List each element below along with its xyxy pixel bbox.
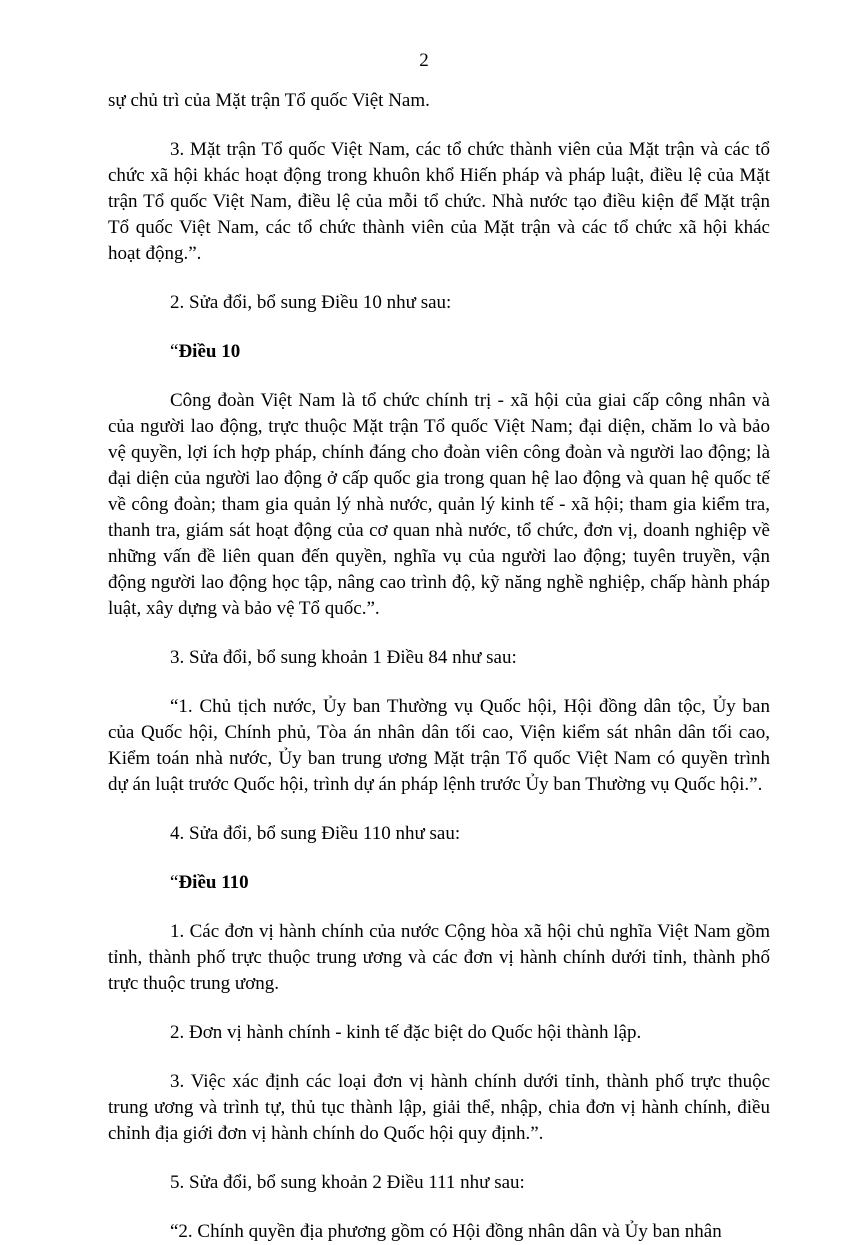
paragraph: 2. Đơn vị hành chính - kinh tế đặc biệt do Quốc hội thành lập. <box>170 1022 642 1043</box>
article-title: Điều 10 <box>178 341 241 362</box>
paragraph: “2. Chính quyền địa phương gồm có Hội đồng nhân dân và Ủy ban nhân <box>170 1221 722 1242</box>
amendment-instruction: 3. Sửa đổi, bổ sung khoản 1 Điều 84 như sau: <box>170 647 517 668</box>
opening-quote: “ <box>170 872 179 893</box>
paragraph: Công đoàn Việt Nam là tổ chức chính trị - xã hội của giai cấp công nhân và của người lao động, trực thuộc Mặt trận Tổ quốc Việt Nam; đại diện, chăm lo và bảo vệ quyền, lợi ích hợp pháp, chính đáng cho đoàn viên công đoàn và người lao động; là đại diện của người lao động ở cấp quốc gia trong quan hệ lao động và quan hệ quốc tế về công đoàn; tham gia quản lý nhà nước, quản lý kinh tế - xã hội; tham gia kiểm tra, thanh tra, giám sát hoạt động của cơ quan nhà nước, tổ chức, đơn vị, doanh nghiệp về những vấn đề liên quan đến quyền, nghĩa vụ của người lao động; tuyên truyền, vận động người lao động học tập, nâng cao trình độ, kỹ năng nghề nghiệp, chấp hành pháp luật, xây dựng và bảo vệ Tổ quốc.”. <box>108 390 770 619</box>
article-heading <box>108 339 770 365</box>
page-number: 2 <box>419 50 429 71</box>
paragraph: 3. Việc xác định các loại đơn vị hành chính dưới tỉnh, thành phố trực thuộc trung ương và trình tự, thủ tục thành lập, giải thể, nhập, chia đơn vị hành chính, điều chỉnh địa giới đơn vị hành chính do Quốc hội quy định.”. <box>108 1071 770 1144</box>
paragraph: 3. Mặt trận Tổ quốc Việt Nam, các tổ chức thành viên của Mặt trận và các tổ chức xã hội khác hoạt động trong khuôn khổ Hiến pháp và pháp luật, điều lệ của Mặt trận Tổ quốc Việt Nam, điều lệ của mỗi tổ chức. Nhà nước tạo điều kiện để Mặt trận Tổ quốc Việt Nam, các tổ chức thành viên của Mặt trận và các tổ chức xã hội khác hoạt động.”. <box>108 139 770 264</box>
paragraph: “1. Chủ tịch nước, Ủy ban Thường vụ Quốc hội, Hội đồng dân tộc, Ủy ban của Quốc hội, Chính phủ, Tòa án nhân dân tối cao, Viện kiểm sát nhân dân tối cao, Kiểm toán nhà nước, Ủy ban trung ương Mặt trận Tổ quốc Việt Nam có quyền trình dự án luật trước Quốc hội, trình dự án pháp lệnh trước Ủy ban Thường vụ Quốc hội.”. <box>108 696 770 795</box>
opening-quote: “ <box>170 341 179 362</box>
document-body <box>108 88 770 1245</box>
amendment-instruction: 4. Sửa đổi, bổ sung Điều 110 như sau: <box>170 823 461 844</box>
paragraph: sự chủ trì của Mặt trận Tổ quốc Việt Nam. <box>108 90 430 111</box>
amendment-instruction: 5. Sửa đổi, bổ sung khoản 2 Điều 111 như sau: <box>170 1172 525 1193</box>
article-heading <box>108 870 770 896</box>
paragraph: 1. Các đơn vị hành chính của nước Cộng hòa xã hội chủ nghĩa Việt Nam gồm tỉnh, thành phố trực thuộc trung ương và các đơn vị hành chính dưới tỉnh, thành phố trực thuộc trung ương. <box>108 921 770 994</box>
amendment-instruction: 2. Sửa đổi, bổ sung Điều 10 như sau: <box>170 292 452 313</box>
article-title: Điều 110 <box>178 872 249 893</box>
